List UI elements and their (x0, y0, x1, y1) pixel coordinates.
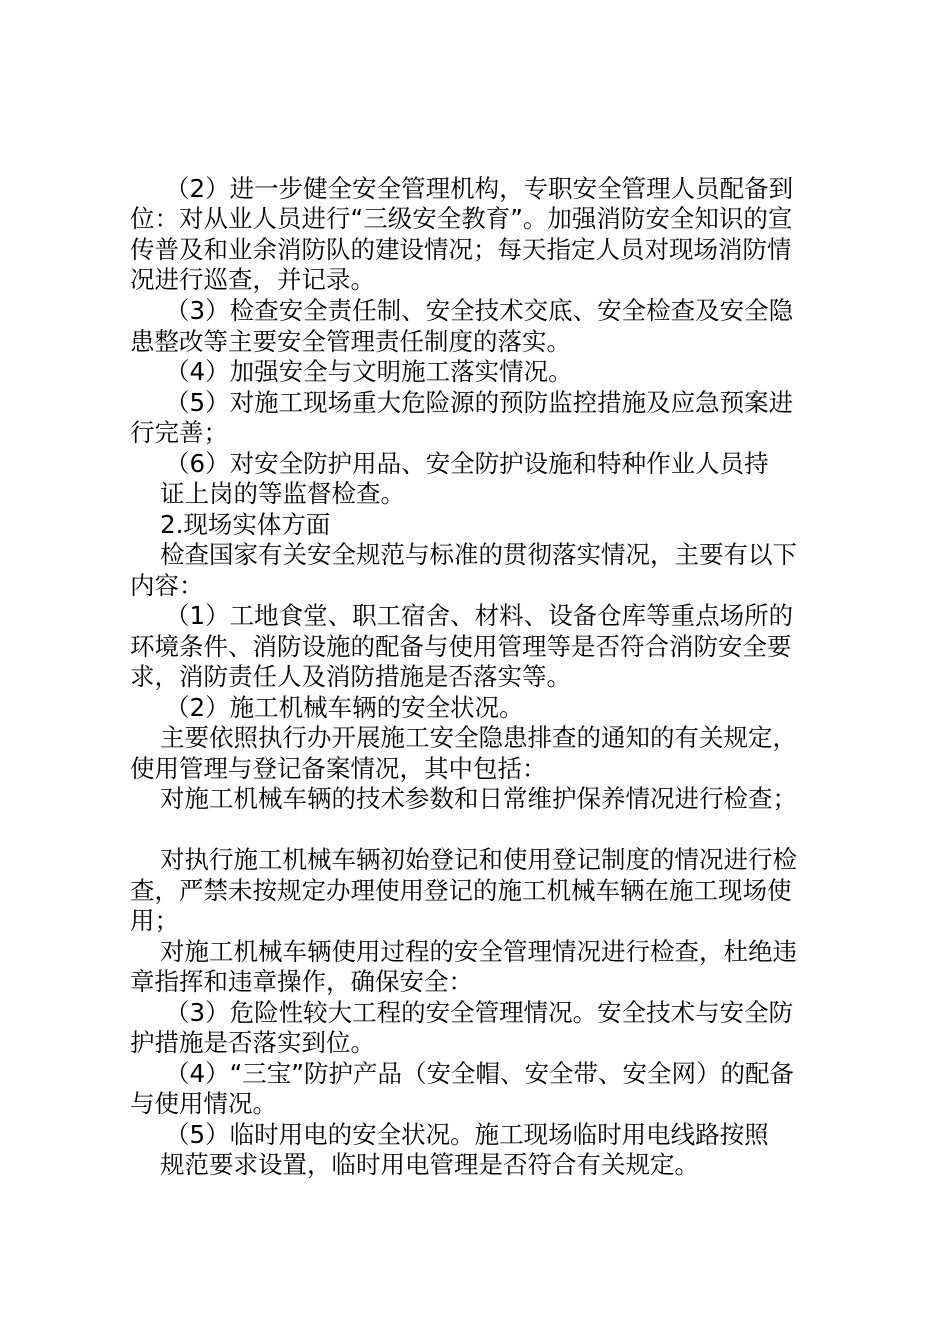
text-line: 使用管理与登记备案情况，其中包括： (130, 754, 547, 783)
text-line: 环境条件、消防设施的配备与使用管理等是否符合消防安全要 (130, 632, 792, 661)
text-line: （2）进一步健全安全管理机构，专职安全管理人员配备到 (165, 174, 794, 203)
text-line: 护措施是否落实到位。 (130, 1028, 375, 1057)
text-line: （5）对施工现场重大危险源的预防监控措施及应急预案进 (165, 388, 794, 417)
text-line: 检查国家有关安全规范与标准的贯彻落实情况，主要有以下 (160, 540, 797, 569)
section-heading: 2.现场实体方面 (160, 510, 331, 539)
text-line: （4）“三宝”防护产品（安全帽、安全带、安全网）的配备 (165, 1059, 794, 1088)
text-line: 用； (130, 906, 179, 935)
text-line: （4）加强安全与文明施工落实情况。 (165, 357, 573, 386)
text-line: （1）工地食堂、职工宿舍、材料、设备仓库等重点场所的 (165, 601, 794, 630)
text-line: （6）对安全防护用品、安全防护设施和特种作业人员持 (165, 449, 769, 478)
text-line: 与使用情况。 (130, 1089, 277, 1118)
text-line: 规范要求设置，临时用电管理是否符合有关规定。 (160, 1150, 699, 1179)
text-line: 主要依照执行办开展施工安全隐患排查的通知的有关规定， (160, 723, 797, 752)
text-line: 求，消防责任人及消防措施是否落实等。 (130, 662, 571, 691)
text-line: 证上岗的等监督检查。 (160, 479, 405, 508)
text-line: 对执行施工机械车辆初始登记和使用登记制度的情况进行检 (160, 845, 797, 874)
text-line: 况进行巡查，并记录。 (130, 265, 375, 294)
text-line: 传普及和业余消防队的建设情况；每天指定人员对现场消防情 (130, 235, 792, 264)
text-line: 对施工机械车辆使用过程的安全管理情况进行检查，杜绝违 (160, 937, 797, 966)
text-line: 查，严禁未按规定办理使用登记的施工机械车辆在施工现场使 (130, 876, 792, 905)
text-line: 位：对从业人员进行“三级安全教育”。加强消防安全知识的宣 (130, 204, 793, 233)
text-line: （3）检查安全责任制、安全技术交底、安全检查及安全隐 (165, 296, 794, 325)
text-line: 内容： (130, 571, 204, 600)
text-line: 对施工机械车辆的技术参数和日常维护保养情况进行检查； (160, 784, 797, 813)
text-line: （3）危险性较大工程的安全管理情况。安全技术与安全防 (165, 998, 794, 1027)
text-line: （2）施工机械车辆的安全状况。 (165, 693, 524, 722)
text-line: 行完善； (130, 418, 228, 447)
text-line: （5）临时用电的安全状况。施工现场临时用电线路按照 (165, 1120, 769, 1149)
text-line: 患整改等主要安全管理责任制度的落实。 (130, 327, 571, 356)
text-line: 章指挥和违章操作，确保安全： (130, 967, 473, 996)
